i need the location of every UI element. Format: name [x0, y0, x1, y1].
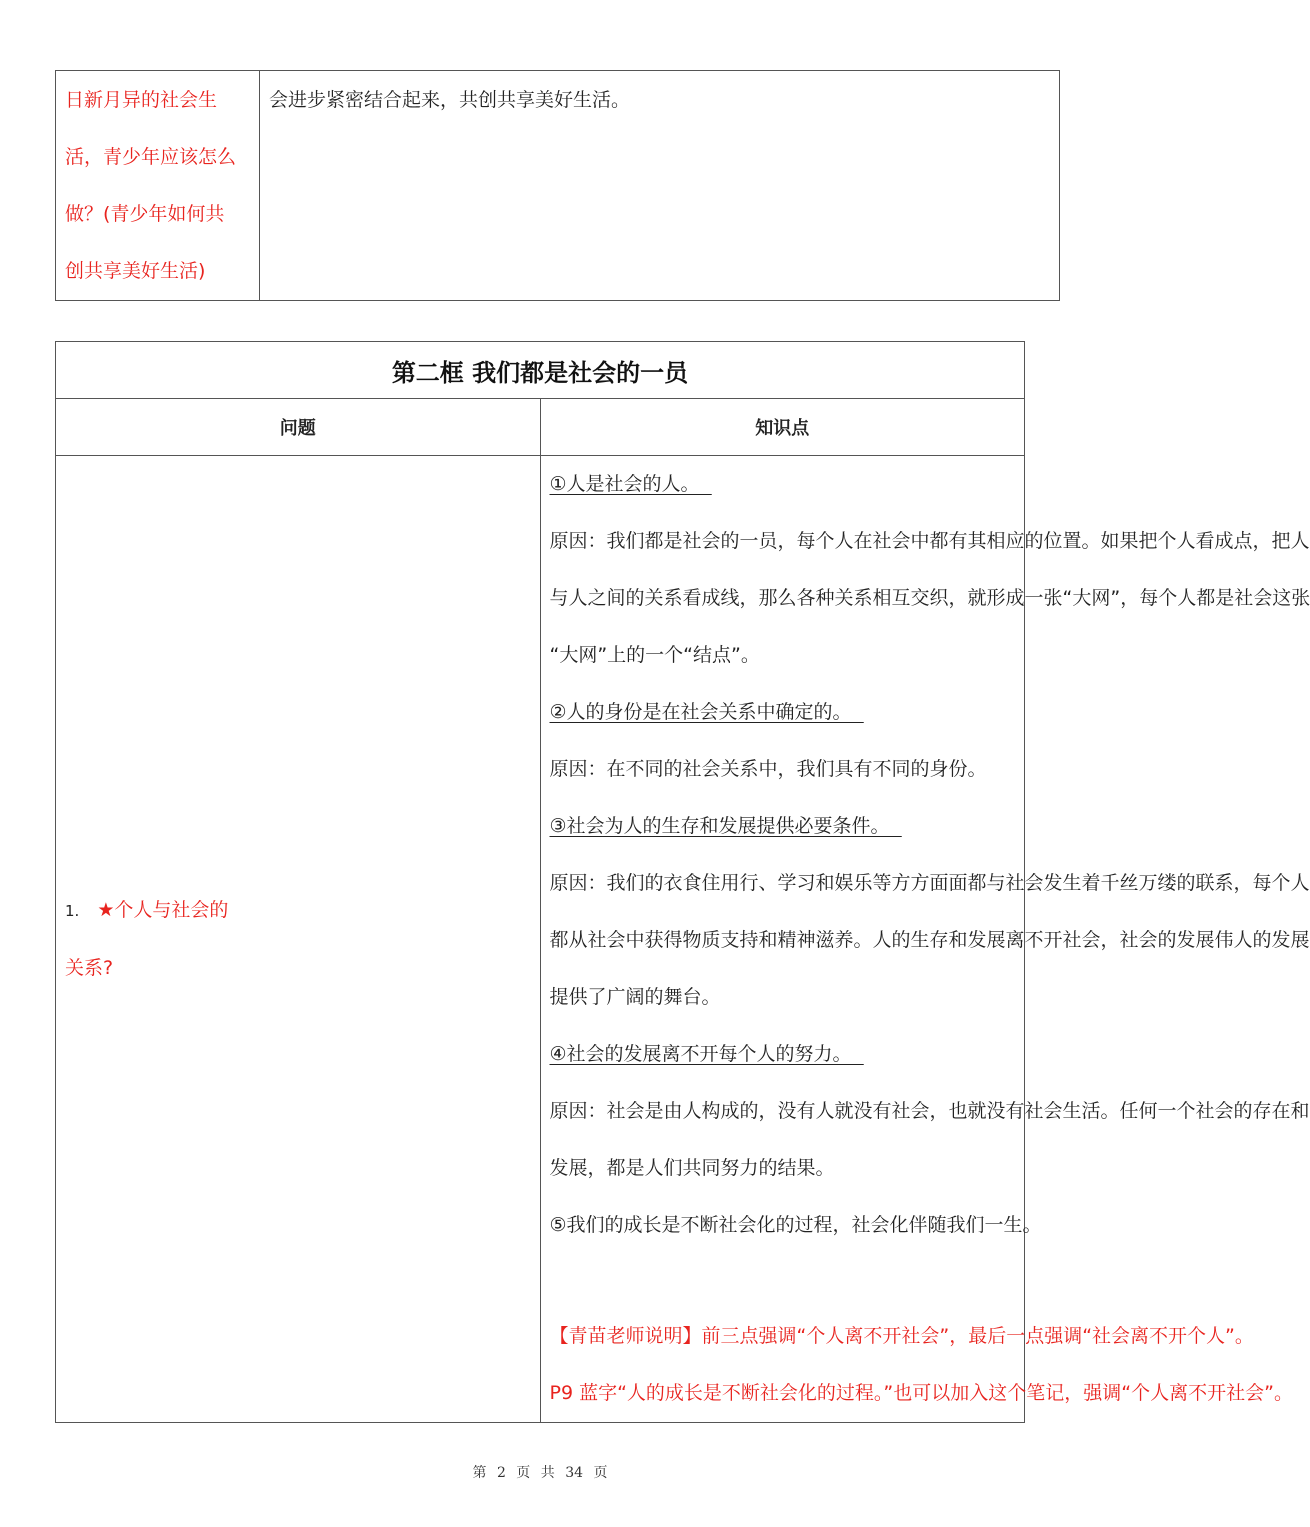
- answer-text: 会进步紧密结合起来，共创共享美好生活。: [269, 89, 631, 111]
- point-1-title: ①人是社会的人。: [549, 473, 700, 495]
- page-footer: 第 2 页 共 34 页: [472, 1465, 608, 1481]
- teacher-note: 【青苗老师说明】前三点强调“个人离不开社会”，最后一点强调“社会离不开个人”。: [549, 1325, 1254, 1347]
- point-2-reason: 原因：在不同的社会关系中，我们具有不同的身份。: [549, 758, 987, 780]
- knowledge-table: [55, 341, 1310, 1423]
- header-question: 问题: [56, 399, 541, 456]
- point-4-title: ④社会的发展离不开每个人的努力。: [549, 1043, 852, 1065]
- question-cell: [56, 456, 541, 1423]
- point-3-title: ③社会为人的生存和发展提供必要条件。: [549, 815, 890, 837]
- point-3-reason-cont: 都从社会中获得物质支持和精神滋养。人的生存和发展离不开社会，社会的发展伟人的发展: [549, 929, 1310, 951]
- teacher-note-cont: P9 蓝字“人的成长是不断社会化的过程。”也可以加入这个笔记，强调“个人离不开社会”。: [549, 1382, 1293, 1404]
- question-cell: [56, 71, 260, 301]
- continuation-table: [55, 70, 1060, 301]
- point-5: ⑤我们的成长是不断社会化的过程，社会化伴随我们一生。: [549, 1214, 1042, 1236]
- knowledge-cell: [540, 456, 1310, 1423]
- question-line: 做？(青少年如何共: [65, 203, 225, 225]
- header-knowledge: 知识点: [540, 399, 1025, 456]
- question-line: 活，青少年应该怎么: [65, 146, 237, 168]
- point-2-title: ②人的身份是在社会关系中确定的。: [549, 701, 852, 723]
- answer-cell: [260, 71, 1060, 301]
- table-row: [56, 456, 1025, 1423]
- point-3-reason-cont: 提供了广阔的舞台。: [549, 986, 721, 1008]
- point-4-reason: 原因：社会是由人构成的，没有人就没有社会，也就没有社会生活。任何一个社会的存在和: [549, 1100, 1310, 1122]
- section-title: 第二框 我们都是社会的一员: [56, 342, 1025, 399]
- point-3-reason: 原因：我们的衣食住用行、学习和娱乐等方方面面都与社会发生着千丝万缕的联系，每个人: [549, 872, 1310, 894]
- point-4-reason-cont: 发展，都是人们共同努力的结果。: [549, 1157, 835, 1179]
- question-text: ★个人与社会的: [97, 898, 229, 921]
- question-line: 日新月异的社会生: [65, 89, 218, 111]
- point-1-reason-cont: “大网”上的一个“结点”。: [549, 644, 760, 666]
- question-text-cont: 关系?: [65, 956, 114, 979]
- table-header-row: [56, 399, 1025, 456]
- point-1-reason-cont: 与人之间的关系看成线，那么各种关系相互交织，就形成一张“大网”，每个人都是社会这张: [549, 587, 1310, 609]
- question-number: 1.: [65, 901, 80, 920]
- point-1-reason: 原因：我们都是社会的一员，每个人在社会中都有其相应的位置。如果把个人看成点，把人: [549, 530, 1310, 552]
- question-line: 创共享美好生活): [65, 260, 206, 282]
